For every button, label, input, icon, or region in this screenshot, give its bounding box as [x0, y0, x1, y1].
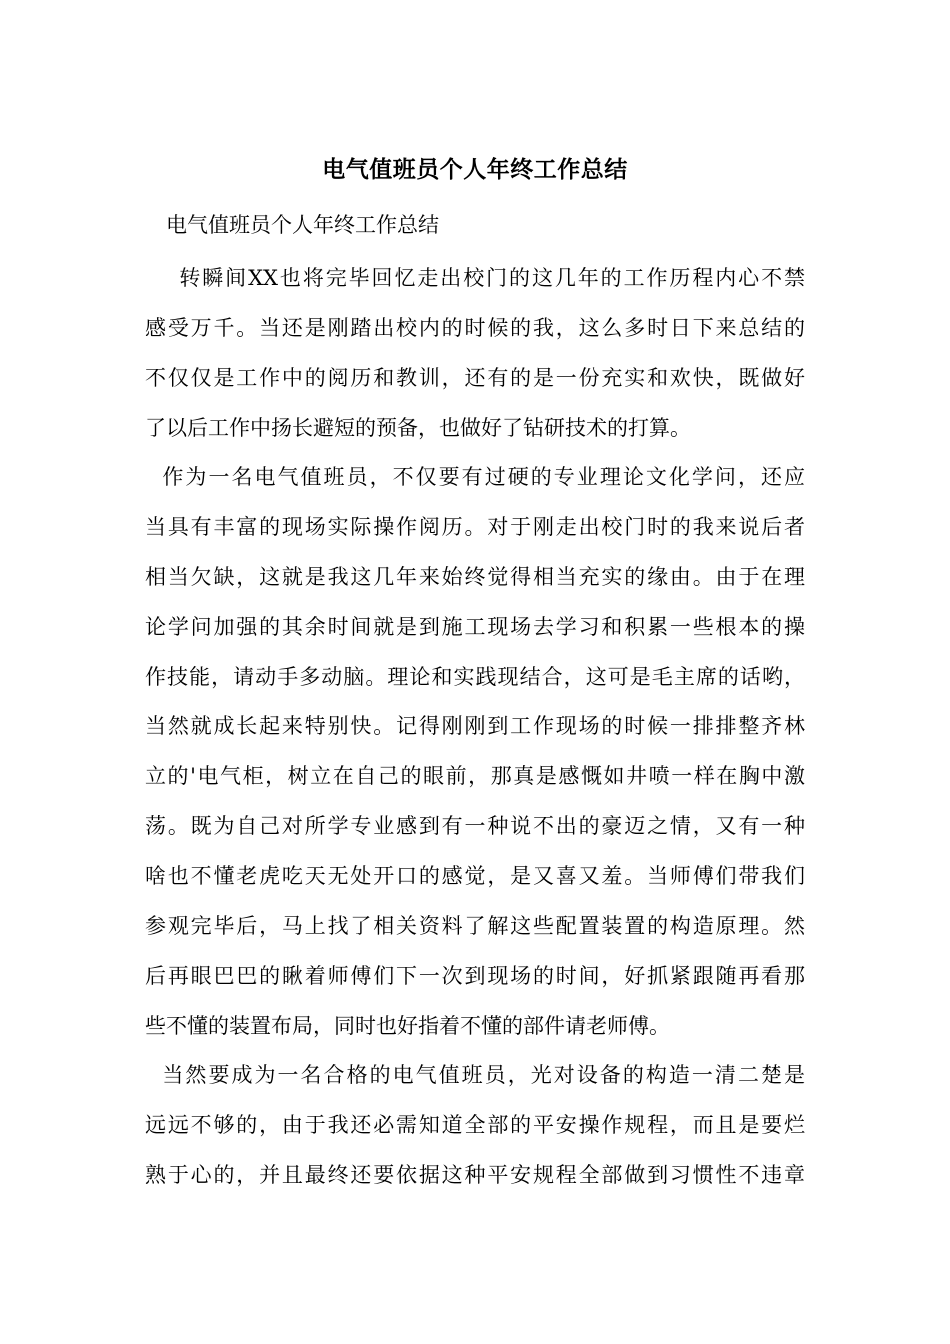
- paragraph-line: 转瞬间XX也将完毕回忆走出校门的这几年的工作历程内心不禁: [145, 266, 805, 290]
- paragraph-line: 相当欠缺，这就是我这几年来始终觉得相当充实的缘由。由于在理: [145, 564, 805, 589]
- paragraph-3: [145, 1051, 805, 1201]
- document-title: 电气值班员个人年终工作总结: [322, 156, 628, 183]
- paragraph-1: [145, 254, 805, 454]
- paragraph-line: 不仅仅是工作中的阅历和教训，还有的是一份充实和欢快，既做好: [145, 365, 805, 390]
- paragraph-line: 参观完毕后，马上找了相关资料了解这些配置装置的构造原理。然: [145, 914, 805, 939]
- document-subtitle: 电气值班员个人年终工作总结: [166, 213, 439, 237]
- paragraph-line: 荡。既为自己对所学专业感到有一种说不出的豪迈之情，又有一种: [145, 814, 805, 839]
- paragraph-line: 远远不够的，由于我还必需知道全部的平安操作规程，而且是要烂: [145, 1112, 805, 1137]
- paragraph-line: 当然就成长起来特别快。记得刚刚到工作现场的时候一排排整齐林: [145, 714, 805, 739]
- paragraph-line: 些不懂的装置布局，同时也好指着不懂的部件请老师傅。: [145, 1013, 670, 1038]
- paragraph-line: 当具有丰富的现场实际操作阅历。对于刚走出校门时的我来说后者: [145, 514, 805, 539]
- paragraph-line: 作技能，请动手多动脑。理论和实践现结合，这可是毛主席的话哟，: [145, 664, 805, 689]
- paragraph-line: 熟于心的，并且最终还要依据这种平安规程全部做到习惯性不违章: [145, 1162, 805, 1187]
- paragraph-line: 啥也不懂老虎吃天无处开口的感觉，是又喜又羞。当师傅们带我们: [145, 864, 805, 889]
- paragraph-2: [145, 453, 805, 1052]
- paragraph-line: 后再眼巴巴的瞅着师傅们下一次到现场的时间，好抓紧跟随再看那: [145, 963, 805, 988]
- paragraph-line: 感受万千。当还是刚踏出校内的时候的我，这么多时日下来总结的: [145, 315, 805, 340]
- paragraph-line: 论学问加强的其余时间就是到施工现场去学习和积累一些根本的操: [145, 614, 805, 639]
- paragraph-line: 了以后工作中扬长避短的预备，也做好了钻研技术的打算。: [145, 415, 691, 440]
- paragraph-line: 作为一名电气值班员，不仅要有过硬的专业理论文化学问，还应: [145, 465, 805, 489]
- paragraph-line: 立的'电气柜，树立在自己的眼前，那真是感慨如井喷一样在胸中激: [145, 764, 805, 789]
- paragraph-line: 当然要成为一名合格的电气值班员，光对设备的构造一清二楚是: [145, 1063, 805, 1087]
